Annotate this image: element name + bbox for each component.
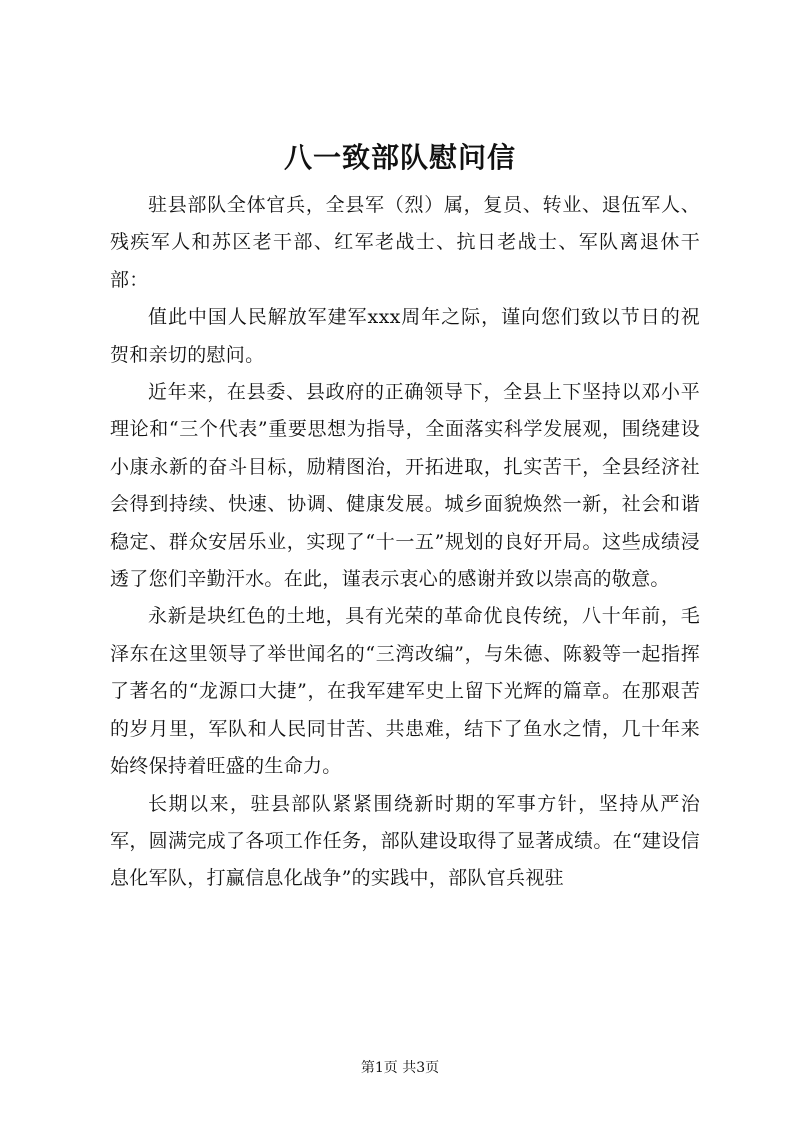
greeting-paragraph: 值此中国人民解放军建军xxx周年之际，谨向您们致以节日的祝贺和亲切的慰问。 <box>110 306 700 366</box>
page-number-footer: 第1页 共3页 <box>360 1060 440 1076</box>
document-title: 八一致部队慰问信 <box>283 141 516 174</box>
military-paragraph: 长期以来，驻县部队紧紧围绕新时期的军事方针，坚持从严治军，圆满完成了各项工作任务，部队建设取得了显著成绩。在“建设信息化军队，打赢信息化战争”的实践中，部队官兵视驻 <box>110 792 700 890</box>
history-paragraph: 永新是块红色的土地，具有光荣的革命优良传统，八十年前，毛泽东在这里领导了举世闻名的“三湾改编”，与朱德、陈毅等一起指挥了著名的“龙源口大捷”，在我军建军史上留下光辉的篇章。在那艰苦的岁月里，军队和人民同甘苦、共患难，结下了鱼水之情，几十年来始终保持着旺盛的生命力。 <box>110 605 700 778</box>
achievements-paragraph: 近年来，在县委、县政府的正确领导下，全县上下坚持以邓小平理论和“三个代表”重要思想为指导，全面落实科学发展观，围绕建设小康永新的奋斗目标，励精图治，开拓进取，扎实苦干，全县经济社会得到持续、快速、协调、健康发展。城乡面貌焕然一新，社会和谐稳定、群众安居乐业，实现了“十一五”规划的良好开局。这些成绩浸透了您们辛勤汗水。在此，谨表示衷心的感谢并致以崇高的敬意。 <box>110 381 700 591</box>
salutation-paragraph: 驻县部队全体官兵，全县军（烈）属，复员、转业、退伍军人、残疾军人和苏区老干部、红军老战士、抗日老战士、军队离退休干部： <box>110 194 700 291</box>
letter-body <box>110 187 700 898</box>
